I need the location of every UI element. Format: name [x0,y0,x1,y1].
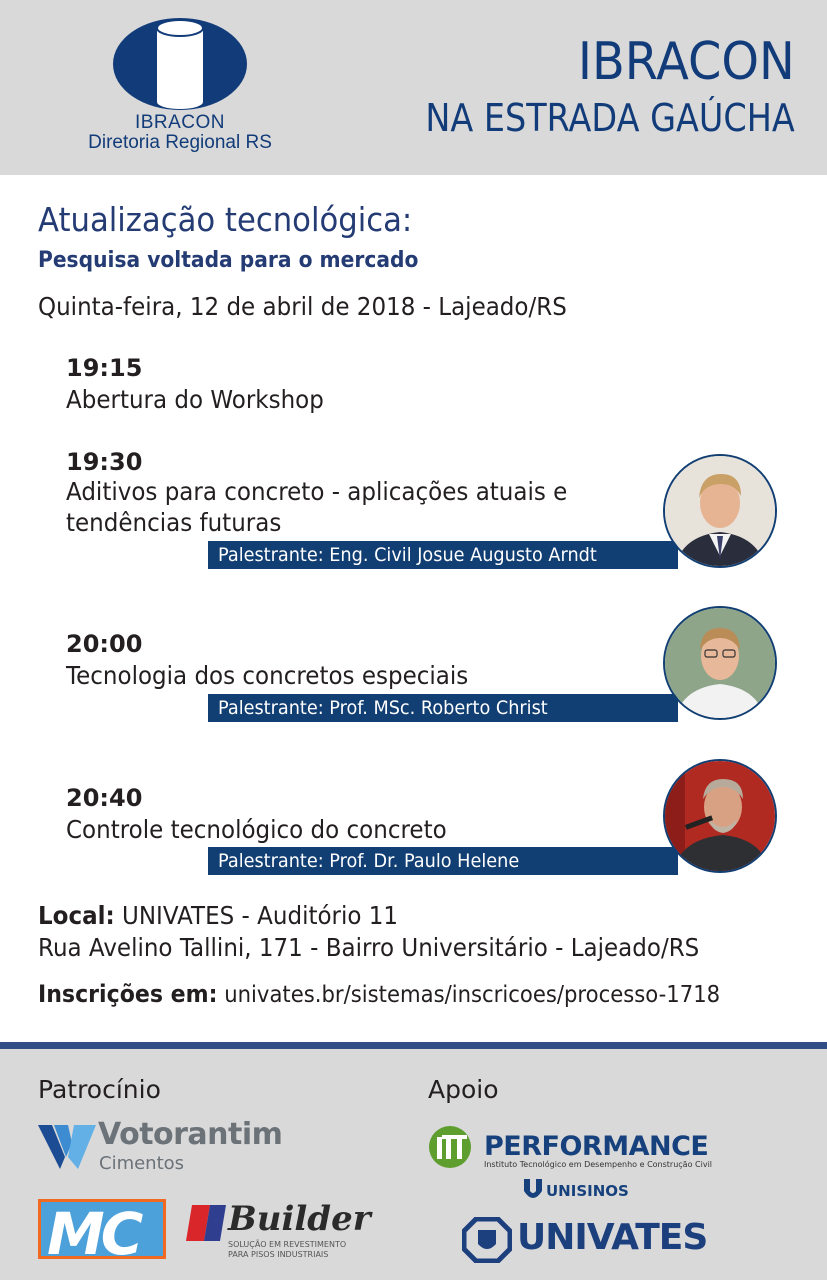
ibracon-logo-icon [108,14,252,112]
performance-name: PERFORMANCE [484,1131,709,1162]
registration-label: Inscrições em: [38,980,218,1008]
schedule-time: 19:30 [66,448,143,476]
speaker-name: Palestrante: Prof. Dr. Paulo Helene [218,850,520,872]
schedule-time: 20:00 [66,630,143,658]
speaker-bar [208,694,678,722]
footer [0,1042,827,1280]
speaker-photo [663,606,777,720]
venue-label: Local: [38,901,115,930]
speaker-name: Palestrante: Eng. Civil Josue Augusto Arndt [218,544,597,566]
speaker-photo [663,759,777,873]
speaker-photo [663,454,777,568]
votorantim-sub: Cimentos [99,1153,185,1174]
votorantim-name: Votorantim [98,1117,283,1152]
venue-block [38,900,699,964]
page-subtitle: NA ESTRADA GAÚCHA [425,96,795,140]
header-band [0,0,827,175]
itt-performance-logo-icon [428,1125,482,1169]
builder-name: Builder [228,1199,371,1239]
speaker-bar [208,541,678,569]
schedule-title-line: tendências futuras [66,508,282,537]
venue-line [38,900,699,932]
schedule-title [66,384,324,415]
logo-subtitle: Diretoria Regional RS [88,132,272,153]
univates-logo-icon [462,1217,512,1263]
support-label: Apoio [428,1075,499,1104]
event-heading: Atualização tecnológica: [38,200,413,239]
speaker-portrait-icon [665,456,775,566]
mc-logo [38,1199,166,1259]
schedule-title-line: Aditivos para concreto - aplicações atuais e [66,477,568,506]
schedule-title [66,476,567,538]
unisinos-name: UNISINOS [546,1182,629,1200]
page-title: IBRACON [578,32,795,92]
event-date: Quinta-feira, 12 de abril de 2018 - Lajeado/RS [38,292,567,321]
schedule-title [66,660,468,691]
speaker-portrait-icon [665,608,775,718]
mc-logo-text: MC [47,1200,140,1259]
registration-url[interactable]: univates.br/sistemas/inscricoes/processo-1718 [217,982,721,1008]
builder-sub: SOLUÇÃO EM REVESTIMENTO PARA PISOS INDUSTRIAIS [228,1240,347,1259]
schedule-title-line: Controle tecnológico do concreto [66,815,447,844]
performance-sub: Instituto Tecnológico em Desempenho e Construção Civil [484,1160,713,1169]
schedule-title-line: Abertura do Workshop [66,385,324,414]
ibracon-logo [30,14,330,164]
sponsor-label: Patrocínio [38,1075,161,1104]
votorantim-logo-icon [38,1123,96,1171]
schedule-title [66,814,447,845]
venue-name: UNIVATES - Auditório 11 [114,901,399,930]
speaker-portrait-icon [665,761,775,871]
venue-address: Rua Avelino Tallini, 171 - Bairro Universitário - Lajeado/RS [38,933,700,962]
speaker-bar [208,847,678,875]
speaker-name: Palestrante: Prof. MSc. Roberto Christ [218,697,548,719]
logo-name: IBRACON [134,112,226,133]
registration-block [38,980,720,1008]
schedule-time: 19:15 [66,354,143,382]
schedule-time: 20:40 [66,784,143,812]
unisinos-logo-icon [522,1177,544,1201]
event-subheading: Pesquisa voltada para o mercado [38,248,419,273]
schedule-title-line: Tecnologia dos concretos especiais [66,661,469,690]
univates-name: UNIVATES [517,1217,708,1258]
builder-logo-icon [186,1201,226,1245]
